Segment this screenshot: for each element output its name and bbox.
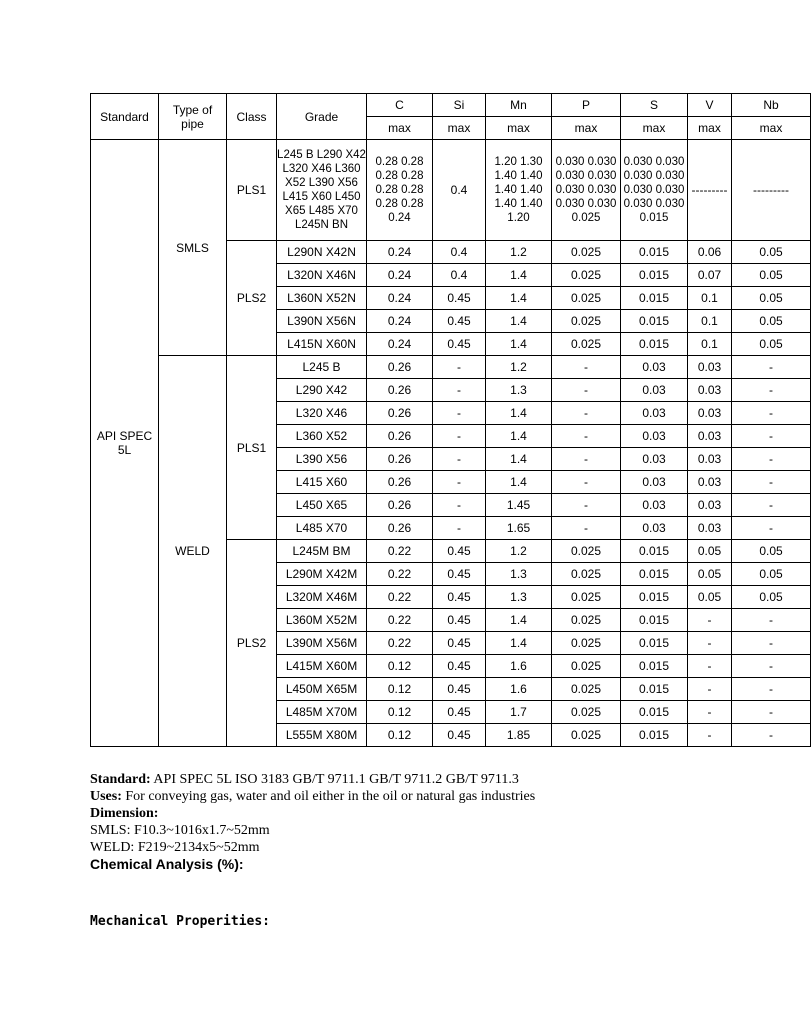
header-mn: Mn [486,94,552,117]
v-cell: 0.03 [688,356,732,379]
s-cell: 0.015 [621,333,688,356]
si-cell: - [433,517,486,540]
si-cell: 0.45 [433,724,486,747]
nb-cell: 0.05 [732,586,811,609]
nb-smls-pls1: --------- [732,140,811,241]
mn-cell: 1.4 [486,425,552,448]
uses-line [90,788,750,805]
s-cell: 0.015 [621,540,688,563]
chemical-composition-table-container [90,93,789,754]
mn-cell: 1.3 [486,379,552,402]
grade-cell: L390 X56 [277,448,367,471]
grade-cell: L450 X65 [277,494,367,517]
c-cell: 0.22 [367,586,433,609]
header-s: S [621,94,688,117]
class-weld-pls1: PLS1 [227,356,277,540]
nb-cell: 0.05 [732,333,811,356]
grade-cell: L360N X52N [277,287,367,310]
v-cell: 0.03 [688,517,732,540]
mn-cell: 1.6 [486,655,552,678]
mn-cell: 1.85 [486,724,552,747]
nb-cell: 0.05 [732,563,811,586]
v-smls-pls1: --------- [688,140,732,241]
v-cell: - [688,678,732,701]
mn-cell: 1.7 [486,701,552,724]
grade-cell: L415 X60 [277,471,367,494]
s-cell: 0.015 [621,655,688,678]
c-cell: 0.24 [367,264,433,287]
si-cell: - [433,356,486,379]
nb-cell: - [732,448,811,471]
s-cell: 0.03 [621,379,688,402]
si-cell: 0.45 [433,310,486,333]
standard-line [90,771,750,788]
type-smls: SMLS [159,140,227,356]
grade-cell: L450M X65M [277,678,367,701]
c-cell: 0.26 [367,425,433,448]
grade-cell: L555M X80M [277,724,367,747]
grade-cell: L485 X70 [277,517,367,540]
v-cell: 0.03 [688,448,732,471]
c-cell: 0.26 [367,402,433,425]
p-cell: - [552,402,621,425]
v-cell: 0.1 [688,287,732,310]
header-standard: Standard [91,94,159,140]
grade-cell: L290 X42 [277,379,367,402]
mn-cell: 1.4 [486,333,552,356]
grade-cell: L320N X46N [277,264,367,287]
nb-cell: - [732,471,811,494]
c-cell: 0.26 [367,356,433,379]
p-cell: - [552,517,621,540]
si-cell: - [433,471,486,494]
grade-cell: L485M X70M [277,701,367,724]
header-nb: Nb [732,94,811,117]
mechanical-properties-heading: Mechanical Properities: [90,914,271,929]
p-smls-pls1: 0.030 0.030 0.030 0.030 0.030 0.030 0.030 0.030 0.025 [552,140,621,241]
v-cell: - [688,701,732,724]
c-cell: 0.24 [367,310,433,333]
nb-cell: 0.05 [732,287,811,310]
class-smls-pls2: PLS2 [227,241,277,356]
standard-cell: API SPEC 5L [91,140,159,747]
p-cell: 0.025 [552,724,621,747]
nb-cell: - [732,609,811,632]
si-cell: 0.4 [433,241,486,264]
s-cell: 0.015 [621,724,688,747]
si-cell: 0.45 [433,655,486,678]
mn-cell: 1.4 [486,287,552,310]
uses-text: For conveying gas, water and oil either in the oil or natural gas industries [125,789,536,804]
mn-cell: 1.4 [486,310,552,333]
nb-cell: - [732,724,811,747]
c-cell: 0.26 [367,379,433,402]
c-cell: 0.12 [367,655,433,678]
mn-cell: 1.4 [486,448,552,471]
p-cell: 0.025 [552,310,621,333]
v-cell: 0.1 [688,333,732,356]
si-cell: - [433,494,486,517]
si-cell: 0.45 [433,333,486,356]
s-cell: 0.03 [621,425,688,448]
s-cell: 0.015 [621,563,688,586]
mn-cell: 1.45 [486,494,552,517]
p-cell: 0.025 [552,609,621,632]
si-cell: 0.45 [433,563,486,586]
header-c-max: max [367,117,433,140]
header-grade: Grade [277,94,367,140]
s-cell: 0.03 [621,471,688,494]
s-cell: 0.03 [621,517,688,540]
si-cell: 0.45 [433,609,486,632]
grade-cell: L290M X42M [277,563,367,586]
standard-text: API SPEC 5L ISO 3183 GB/T 9711.1 GB/T 9711.2 GB/T 9711.3 [153,772,519,787]
header-nb-max: max [732,117,811,140]
class-weld-pls2: PLS2 [227,540,277,747]
grade-smls-pls1: L245 B L290 X42 L320 X46 L360 X52 L390 X56 L415 X60 L450 X65 L485 X70 L245N BN [277,140,367,241]
grade-cell: L360M X52M [277,609,367,632]
s-cell: 0.015 [621,586,688,609]
s-cell: 0.015 [621,632,688,655]
p-cell: 0.025 [552,287,621,310]
s-cell: 0.015 [621,310,688,333]
header-si-max: max [433,117,486,140]
s-cell: 0.03 [621,494,688,517]
nb-cell: - [732,379,811,402]
standard-label: Standard: [90,772,151,787]
mn-cell: 1.6 [486,678,552,701]
v-cell: - [688,609,732,632]
v-cell: 0.03 [688,425,732,448]
smls-pls1-row [91,140,811,241]
c-cell: 0.24 [367,333,433,356]
p-cell: 0.025 [552,333,621,356]
nb-cell: - [732,655,811,678]
p-cell: 0.025 [552,701,621,724]
p-cell: - [552,471,621,494]
si-cell: 0.45 [433,678,486,701]
nb-cell: - [732,517,811,540]
si-cell: - [433,402,486,425]
v-cell: 0.03 [688,379,732,402]
s-cell: 0.03 [621,356,688,379]
mn-cell: 1.3 [486,563,552,586]
v-cell: 0.05 [688,563,732,586]
si-smls-pls1: 0.4 [433,140,486,241]
mn-cell: 1.65 [486,517,552,540]
c-smls-pls1: 0.28 0.28 0.28 0.28 0.28 0.28 0.28 0.28 0.24 [367,140,433,241]
c-cell: 0.26 [367,471,433,494]
v-cell: 0.07 [688,264,732,287]
c-cell: 0.24 [367,287,433,310]
header-row [91,94,811,117]
grade-cell: L390N X56N [277,310,367,333]
v-cell: 0.06 [688,241,732,264]
s-cell: 0.015 [621,609,688,632]
header-v-max: max [688,117,732,140]
mn-cell: 1.3 [486,586,552,609]
c-cell: 0.12 [367,701,433,724]
mn-cell: 1.4 [486,471,552,494]
p-cell: 0.025 [552,632,621,655]
s-cell: 0.015 [621,701,688,724]
c-cell: 0.22 [367,609,433,632]
nb-cell: - [732,402,811,425]
grade-cell: L415N X60N [277,333,367,356]
grade-cell: L245M BM [277,540,367,563]
p-cell: 0.025 [552,540,621,563]
weld-dimension: WELD: F219~2134x5~52mm [90,840,260,855]
nb-cell: - [732,701,811,724]
nb-cell: - [732,678,811,701]
s-cell: 0.015 [621,241,688,264]
si-cell: 0.45 [433,701,486,724]
p-cell: 0.025 [552,563,621,586]
dimension-line [90,805,750,822]
header-class: Class [227,94,277,140]
grade-cell: L245 B [277,356,367,379]
grade-cell: L415M X60M [277,655,367,678]
header-si: Si [433,94,486,117]
nb-cell: - [732,494,811,517]
v-cell: - [688,632,732,655]
c-cell: 0.24 [367,241,433,264]
v-cell: 0.1 [688,310,732,333]
mn-cell: 1.4 [486,609,552,632]
si-cell: 0.45 [433,632,486,655]
header-p-max: max [552,117,621,140]
nb-cell: 0.05 [732,310,811,333]
p-cell: - [552,379,621,402]
header-p: P [552,94,621,117]
c-cell: 0.22 [367,632,433,655]
p-cell: - [552,494,621,517]
si-cell: 0.45 [433,540,486,563]
v-cell: - [688,655,732,678]
p-cell: - [552,448,621,471]
p-cell: - [552,356,621,379]
p-cell: 0.025 [552,678,621,701]
class-smls-pls1: PLS1 [227,140,277,241]
v-cell: 0.03 [688,494,732,517]
mn-cell: 1.4 [486,632,552,655]
nb-cell: - [732,425,811,448]
s-cell: 0.015 [621,287,688,310]
s-cell: 0.015 [621,264,688,287]
grade-cell: L360 X52 [277,425,367,448]
si-cell: - [433,379,486,402]
nb-cell: - [732,632,811,655]
mn-smls-pls1: 1.20 1.30 1.40 1.40 1.40 1.40 1.40 1.40 1.20 [486,140,552,241]
c-cell: 0.26 [367,494,433,517]
smls-dimension: SMLS: F10.3~1016x1.7~52mm [90,823,270,838]
v-cell: 0.03 [688,471,732,494]
uses-label: Uses: [90,789,122,804]
header-v: V [688,94,732,117]
si-cell: - [433,448,486,471]
p-cell: - [552,425,621,448]
c-cell: 0.12 [367,678,433,701]
nb-cell: 0.05 [732,241,811,264]
nb-cell: 0.05 [732,540,811,563]
chemical-composition-table [90,93,811,747]
notes-section [90,771,750,873]
s-smls-pls1: 0.030 0.030 0.030 0.030 0.030 0.030 0.030 0.030 0.015 [621,140,688,241]
v-cell: - [688,724,732,747]
grade-cell: L320 X46 [277,402,367,425]
grade-cell: L320M X46M [277,586,367,609]
si-cell: 0.4 [433,264,486,287]
nb-cell: 0.05 [732,264,811,287]
s-cell: 0.015 [621,678,688,701]
c-cell: 0.22 [367,540,433,563]
s-cell: 0.03 [621,402,688,425]
mn-cell: 1.4 [486,264,552,287]
c-cell: 0.26 [367,448,433,471]
header-mn-max: max [486,117,552,140]
v-cell: 0.03 [688,402,732,425]
type-weld: WELD [159,356,227,747]
weld-pls1-row [91,356,811,379]
header-type-of-pipe: Type of pipe [159,94,227,140]
nb-cell: - [732,356,811,379]
p-cell: 0.025 [552,264,621,287]
c-cell: 0.12 [367,724,433,747]
s-cell: 0.03 [621,448,688,471]
si-cell: 0.45 [433,586,486,609]
grade-cell: L390M X56M [277,632,367,655]
header-c: C [367,94,433,117]
p-cell: 0.025 [552,241,621,264]
chemical-analysis-heading: Chemical Analysis (%): [90,856,244,872]
c-cell: 0.22 [367,563,433,586]
v-cell: 0.05 [688,540,732,563]
dimension-label: Dimension: [90,806,159,821]
si-cell: - [433,425,486,448]
p-cell: 0.025 [552,655,621,678]
c-cell: 0.26 [367,517,433,540]
mn-cell: 1.2 [486,540,552,563]
p-cell: 0.025 [552,586,621,609]
grade-cell: L290N X42N [277,241,367,264]
si-cell: 0.45 [433,287,486,310]
v-cell: 0.05 [688,586,732,609]
header-s-max: max [621,117,688,140]
mn-cell: 1.2 [486,356,552,379]
mn-cell: 1.2 [486,241,552,264]
mn-cell: 1.4 [486,402,552,425]
